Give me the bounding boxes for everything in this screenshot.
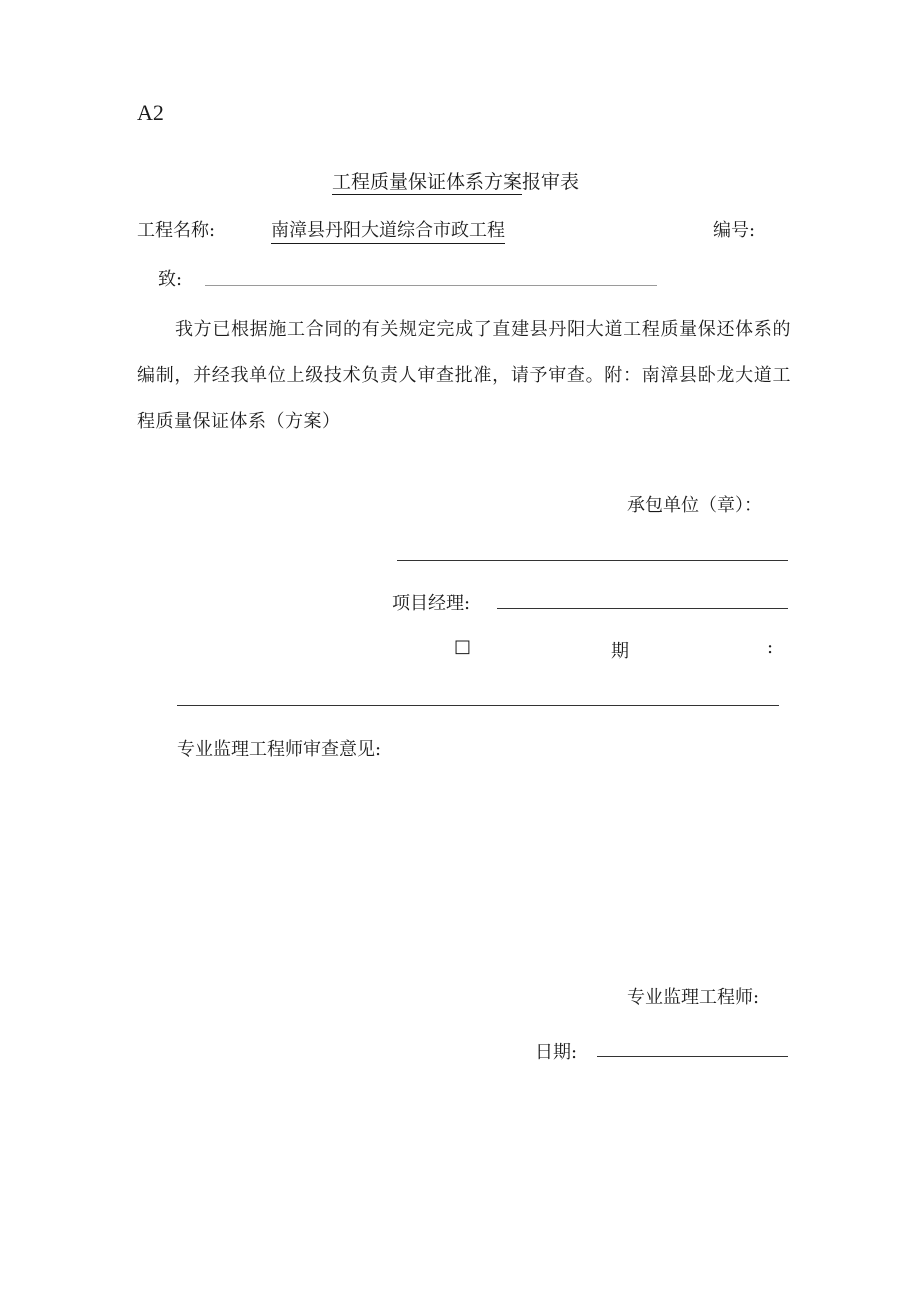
body-paragraph: 我方已根据施工合同的有关规定完成了直建县丹阳大道工程质量保还体系的编制，并经我单位上级技术负责人审查批准，请予审查。附：南漳县卧龙大道工程质量保证体系（方案） — [137, 319, 791, 432]
supervisor-review-label: 专业监理工程师审查意见: — [177, 739, 382, 760]
project-manager-line — [497, 608, 788, 609]
addressee-label: 致: — [158, 269, 183, 290]
number-label: 编号: — [713, 220, 756, 241]
date-colon: : — [767, 637, 774, 658]
contractor-signature-line — [397, 560, 788, 561]
addressee-line — [205, 285, 657, 286]
project-name-label: 工程名称: — [137, 220, 216, 241]
project-name-value: 南漳县丹阳大道综合市政工程 — [271, 216, 505, 244]
title-rest-part: 报审表 — [522, 171, 580, 193]
supervisor-date-line — [597, 1056, 788, 1057]
contractor-seal-label: 承包单位（章）： — [627, 495, 762, 516]
supervisor-date-label: 日期: — [535, 1042, 578, 1063]
form-code: A2 — [137, 100, 164, 125]
date-label: 期 — [611, 641, 629, 662]
date-placeholder-box: □ — [454, 636, 472, 657]
document-title — [332, 167, 579, 194]
project-manager-label: 项目经理: — [392, 593, 471, 614]
supervisor-signature-label: 专业监理工程师: — [627, 987, 760, 1008]
title-underlined-part: 工程质量保证体系方案 — [332, 171, 523, 193]
section-divider — [177, 705, 779, 706]
